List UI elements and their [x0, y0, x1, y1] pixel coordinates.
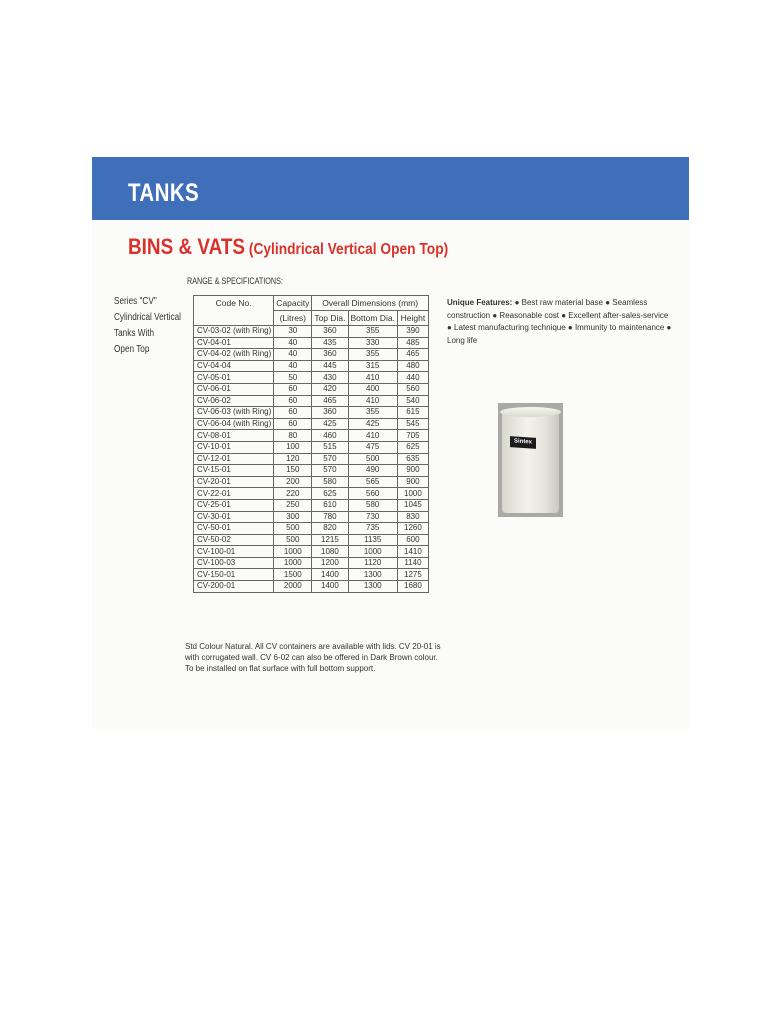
cell-capacity: 250: [274, 499, 312, 511]
cell-height: 1410: [397, 546, 428, 558]
cell-capacity: 150: [274, 465, 312, 477]
cell-code: CV-50-02: [194, 534, 274, 546]
cell-height: 1000: [397, 488, 428, 500]
table-row: [194, 534, 429, 546]
cell-bottom-dia: 1300: [348, 569, 397, 581]
cell-height: 1260: [397, 523, 428, 535]
tank-photo: [498, 403, 563, 517]
cell-capacity: 60: [274, 407, 312, 419]
cell-height: 1680: [397, 581, 428, 593]
table-row: [194, 418, 429, 430]
cell-code: CV-04-01: [194, 337, 274, 349]
cell-code: CV-06-04 (with Ring): [194, 418, 274, 430]
cell-code: CV-06-02: [194, 395, 274, 407]
notes: [185, 641, 445, 674]
table-row: [194, 337, 429, 349]
cell-capacity: 30: [274, 326, 312, 338]
cell-height: 900: [397, 465, 428, 477]
cell-code: CV-10-01: [194, 441, 274, 453]
cell-height: 1045: [397, 499, 428, 511]
cell-height: 560: [397, 383, 428, 395]
catalog-page: [92, 157, 689, 729]
cell-capacity: 500: [274, 534, 312, 546]
cell-top-dia: 420: [312, 383, 348, 395]
cell-code: CV-100-01: [194, 546, 274, 558]
cell-code: CV-25-01: [194, 499, 274, 511]
cell-capacity: 60: [274, 418, 312, 430]
cell-code: CV-15-01: [194, 465, 274, 477]
header-capacity-unit: (Litres): [274, 311, 312, 326]
cell-top-dia: 610: [312, 499, 348, 511]
cell-capacity: 300: [274, 511, 312, 523]
cell-capacity: 2000: [274, 581, 312, 593]
cell-code: CV-200-01: [194, 581, 274, 593]
cell-bottom-dia: 330: [348, 337, 397, 349]
range-label: RANGE & SPECIFICATIONS:: [187, 276, 283, 286]
cell-top-dia: 1200: [312, 557, 348, 569]
table-row: [194, 523, 429, 535]
cell-bottom-dia: 1135: [348, 534, 397, 546]
cell-height: 1140: [397, 557, 428, 569]
series-line: Series "CV": [114, 296, 157, 307]
header-bottom-dia: Bottom Dia.: [348, 311, 397, 326]
cell-capacity: 40: [274, 360, 312, 372]
cell-bottom-dia: 355: [348, 326, 397, 338]
table-row: [194, 581, 429, 593]
cell-bottom-dia: 735: [348, 523, 397, 535]
cell-bottom-dia: 730: [348, 511, 397, 523]
cell-height: 830: [397, 511, 428, 523]
table-row: [194, 546, 429, 558]
table-row: [194, 360, 429, 372]
cell-top-dia: 1215: [312, 534, 348, 546]
table-row: [194, 383, 429, 395]
tank-body: [502, 411, 559, 513]
table-row: [194, 372, 429, 384]
cell-capacity: 120: [274, 453, 312, 465]
cell-bottom-dia: 315: [348, 360, 397, 372]
cell-top-dia: 460: [312, 430, 348, 442]
heading-sub: (Cylindrical Vertical Open Top): [248, 241, 449, 258]
table-row: [194, 476, 429, 488]
cell-bottom-dia: 1120: [348, 557, 397, 569]
table-row: [194, 465, 429, 477]
header-capacity: Capacity: [274, 296, 312, 311]
cell-capacity: 40: [274, 337, 312, 349]
cell-height: 540: [397, 395, 428, 407]
header-overall: Overall Dimensions (mm): [312, 296, 429, 311]
cell-code: CV-05-01: [194, 372, 274, 384]
unique-features: [447, 297, 672, 347]
spec-table: [193, 295, 429, 593]
cell-height: 625: [397, 441, 428, 453]
spec-table-body: [194, 326, 429, 593]
cell-top-dia: 360: [312, 326, 348, 338]
table-row: [194, 511, 429, 523]
table-row: [194, 326, 429, 338]
cell-capacity: 50: [274, 372, 312, 384]
banner-title: TANKS: [128, 179, 200, 207]
table-row: [194, 349, 429, 361]
cell-height: 600: [397, 534, 428, 546]
cell-bottom-dia: 565: [348, 476, 397, 488]
cell-code: CV-22-01: [194, 488, 274, 500]
cell-capacity: 60: [274, 395, 312, 407]
cell-height: 545: [397, 418, 428, 430]
cell-code: CV-12-01: [194, 453, 274, 465]
cell-capacity: 100: [274, 441, 312, 453]
cell-top-dia: 430: [312, 372, 348, 384]
cell-height: 390: [397, 326, 428, 338]
cell-top-dia: 425: [312, 418, 348, 430]
tank-lid: [500, 407, 561, 417]
cell-capacity: 1500: [274, 569, 312, 581]
heading-main: BINS & VATS: [128, 234, 246, 259]
cell-capacity: 1000: [274, 546, 312, 558]
cell-code: CV-03-02 (with Ring): [194, 326, 274, 338]
cell-bottom-dia: 400: [348, 383, 397, 395]
header-top-dia: Top Dia.: [312, 311, 348, 326]
cell-top-dia: 1080: [312, 546, 348, 558]
cell-bottom-dia: 355: [348, 407, 397, 419]
cell-bottom-dia: 355: [348, 349, 397, 361]
cell-capacity: 60: [274, 383, 312, 395]
header-height: Height: [397, 311, 428, 326]
cell-top-dia: 820: [312, 523, 348, 535]
table-row: [194, 557, 429, 569]
cell-top-dia: 1400: [312, 569, 348, 581]
cell-height: 900: [397, 476, 428, 488]
cell-top-dia: 570: [312, 453, 348, 465]
cell-code: CV-150-01: [194, 569, 274, 581]
cell-top-dia: 360: [312, 407, 348, 419]
cell-bottom-dia: 410: [348, 372, 397, 384]
cell-bottom-dia: 1300: [348, 581, 397, 593]
table-row: [194, 499, 429, 511]
table-row: [194, 407, 429, 419]
series-line: Cylindrical Vertical: [114, 312, 181, 323]
cell-top-dia: 445: [312, 360, 348, 372]
cell-capacity: 200: [274, 476, 312, 488]
cell-code: CV-04-04: [194, 360, 274, 372]
cell-capacity: 1000: [274, 557, 312, 569]
cell-height: 485: [397, 337, 428, 349]
header-code: Code No.: [194, 296, 274, 326]
cell-top-dia: 625: [312, 488, 348, 500]
cell-bottom-dia: 425: [348, 418, 397, 430]
table-row: [194, 569, 429, 581]
cell-top-dia: 360: [312, 349, 348, 361]
cell-top-dia: 465: [312, 395, 348, 407]
cell-code: CV-100-03: [194, 557, 274, 569]
cell-code: CV-50-01: [194, 523, 274, 535]
cell-height: 705: [397, 430, 428, 442]
cell-height: 1275: [397, 569, 428, 581]
tank-brand-label: Sintex: [510, 436, 536, 449]
series-description: [114, 294, 180, 358]
table-row: [194, 395, 429, 407]
features-title: Unique Features:: [447, 298, 513, 307]
series-line: Open Top: [114, 344, 150, 355]
cell-bottom-dia: 410: [348, 430, 397, 442]
cell-capacity: 40: [274, 349, 312, 361]
cell-bottom-dia: 1000: [348, 546, 397, 558]
table-row: [194, 453, 429, 465]
cell-bottom-dia: 490: [348, 465, 397, 477]
cell-height: 480: [397, 360, 428, 372]
cell-code: CV-30-01: [194, 511, 274, 523]
cell-bottom-dia: 475: [348, 441, 397, 453]
cell-height: 440: [397, 372, 428, 384]
cell-code: CV-06-01: [194, 383, 274, 395]
cell-height: 465: [397, 349, 428, 361]
table-row: [194, 430, 429, 442]
cell-code: CV-06-03 (with Ring): [194, 407, 274, 419]
cell-top-dia: 435: [312, 337, 348, 349]
cell-height: 615: [397, 407, 428, 419]
features-text: ● Best raw material base ● Seamless construction ● Reasonable cost ● Excellent after-sales-service ● Latest manufacturing technique ● Immunity to maintenance ● Long life: [447, 298, 672, 345]
cell-capacity: 80: [274, 430, 312, 442]
note-line: Std Colour Natural. All CV containers are available with lids. CV 20-01 is with corrugated wall. CV 6-02 can also be offered in Dark Brown colour.: [185, 642, 441, 662]
note-line: To be installed on flat surface with full bottom support.: [185, 664, 376, 673]
title-banner: [92, 157, 689, 220]
cell-capacity: 220: [274, 488, 312, 500]
cell-bottom-dia: 410: [348, 395, 397, 407]
cell-top-dia: 780: [312, 511, 348, 523]
cell-code: CV-04-02 (with Ring): [194, 349, 274, 361]
cell-code: CV-20-01: [194, 476, 274, 488]
series-line: Tanks With: [114, 328, 155, 339]
table-row: [194, 441, 429, 453]
cell-top-dia: 570: [312, 465, 348, 477]
table-row: [194, 488, 429, 500]
cell-bottom-dia: 560: [348, 488, 397, 500]
cell-top-dia: 515: [312, 441, 348, 453]
cell-code: CV-08-01: [194, 430, 274, 442]
cell-height: 635: [397, 453, 428, 465]
cell-top-dia: 580: [312, 476, 348, 488]
cell-bottom-dia: 500: [348, 453, 397, 465]
cell-bottom-dia: 580: [348, 499, 397, 511]
cell-top-dia: 1400: [312, 581, 348, 593]
section-heading: [128, 234, 448, 260]
cell-capacity: 500: [274, 523, 312, 535]
